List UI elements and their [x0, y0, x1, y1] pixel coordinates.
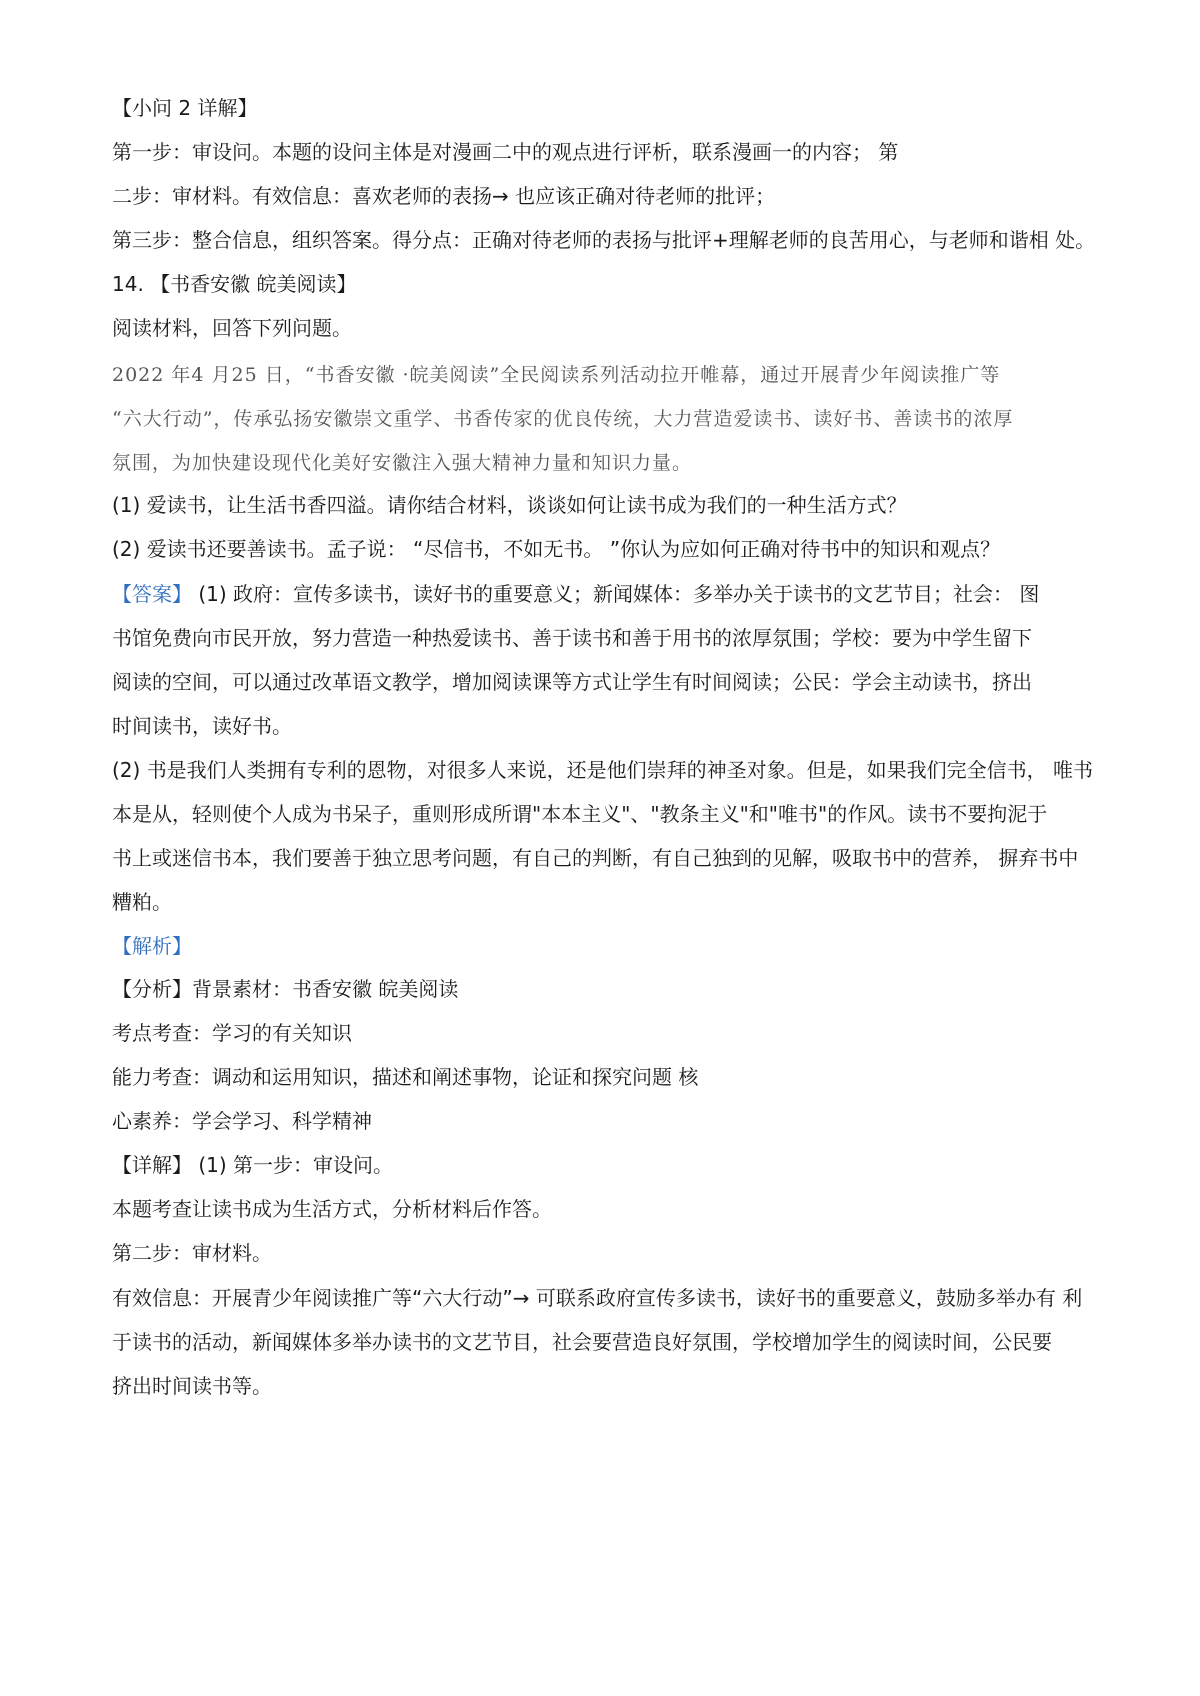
analysis-line: 心素养：学会学习、科学精神	[112, 1109, 372, 1133]
analysis-line: 【详解】 (1) 第一步：审设问。	[112, 1153, 394, 1177]
question-14-title: 14. 【书香安徽 皖美阅读】	[112, 272, 357, 296]
answer-line: (2) 书是我们人类拥有专利的恩物，对很多人来说，还是他们崇拜的神圣对象。但是，如果我们完全信书， 唯书	[112, 758, 1094, 782]
material-line: 2022 年4 月25 日，“书香安徽 ·皖美阅读”全民阅读系列活动拉开帷幕，通过开展青少年阅读推广等	[112, 364, 1001, 386]
analysis-line: 有效信息：开展青少年阅读推广等“六大行动”→ 可联系政府宣传多读书，读好书的重要意义，鼓励多举办有 利	[112, 1286, 1083, 1310]
analysis-line: 【分析】背景素材：书香安徽 皖美阅读	[112, 977, 459, 1001]
answer-line: 时间读书，读好书。	[112, 714, 292, 738]
question-2: (2) 爱读书还要善读书。孟子说： “尽信书，不如无书。 ”你认为应如何正确对待书中的知识和观点？	[112, 537, 1001, 561]
answer-line: 阅读的空间，可以通过改革语文教学，增加阅读课等方式让学生有时间阅读；公民：学会主动读书，挤出	[112, 670, 1032, 694]
analysis-line: 于读书的活动，新闻媒体多举办读书的文艺节目，社会要营造良好氛围，学校增加学生的阅读时间，公民要	[112, 1330, 1052, 1354]
text-line: 第三步：整合信息，组织答案。得分点：正确对待老师的表扬与批评+理解老师的良苦用心，与老师和谐相 处。	[112, 228, 1096, 252]
analysis-line: 考点考查：学习的有关知识	[112, 1021, 352, 1045]
instruction-line: 阅读材料，回答下列问题。	[112, 316, 352, 340]
analysis-line: 本题考查让读书成为生活方式，分析材料后作答。	[112, 1197, 552, 1221]
analysis-line: 能力考查：调动和运用知识，描述和阐述事物，论证和探究问题 核	[112, 1065, 699, 1089]
subquestion-2-heading: 【小问 2 详解】	[112, 96, 258, 120]
answer-line: 糟粕。	[112, 890, 172, 914]
analysis-label: 【解析】	[112, 934, 192, 958]
answer-line: 书馆免费向市民开放，努力营造一种热爱读书、善于读书和善于用书的浓厚氛围；学校：要为中学生留下	[112, 626, 1032, 650]
analysis-line: 挤出时间读书等。	[112, 1374, 272, 1398]
answer-line: 书上或迷信书本，我们要善于独立思考问题，有自己的判断，有自己独到的见解，吸取书中的营养， 摒弃书中	[112, 846, 1079, 870]
question-1: (1) 爱读书，让生活书香四溢。请你结合材料，谈谈如何让读书成为我们的一种生活方式？	[112, 493, 907, 517]
material-line: 氛围，为加快建设现代化美好安徽注入强大精神力量和知识力量。	[112, 452, 693, 474]
analysis-line: 第二步：审材料。	[112, 1241, 272, 1265]
text-line: 第一步：审设问。本题的设问主体是对漫画二中的观点进行评析，联系漫画一的内容； 第	[112, 140, 899, 164]
answer-line	[112, 582, 1039, 606]
answer-label: 【答案】	[112, 582, 192, 606]
material-line: “六大行动”，传承弘扬安徽崇文重学、书香传家的优良传统，大力营造爱读书、读好书、善读书的浓厚	[112, 408, 1014, 430]
text-line: 二步：审材料。有效信息：喜欢老师的表扬→ 也应该正确对待老师的批评；	[112, 184, 776, 208]
answer-text: (1) 政府：宣传多读书，读好书的重要意义；新闻媒体：多举办关于读书的文艺节目；社会： 图	[192, 582, 1040, 606]
answer-line: 本是从，轻则使个人成为书呆子，重则形成所谓"本本主义"、"教条主义"和"唯书"的作风。读书不要拘泥于	[112, 802, 1048, 826]
